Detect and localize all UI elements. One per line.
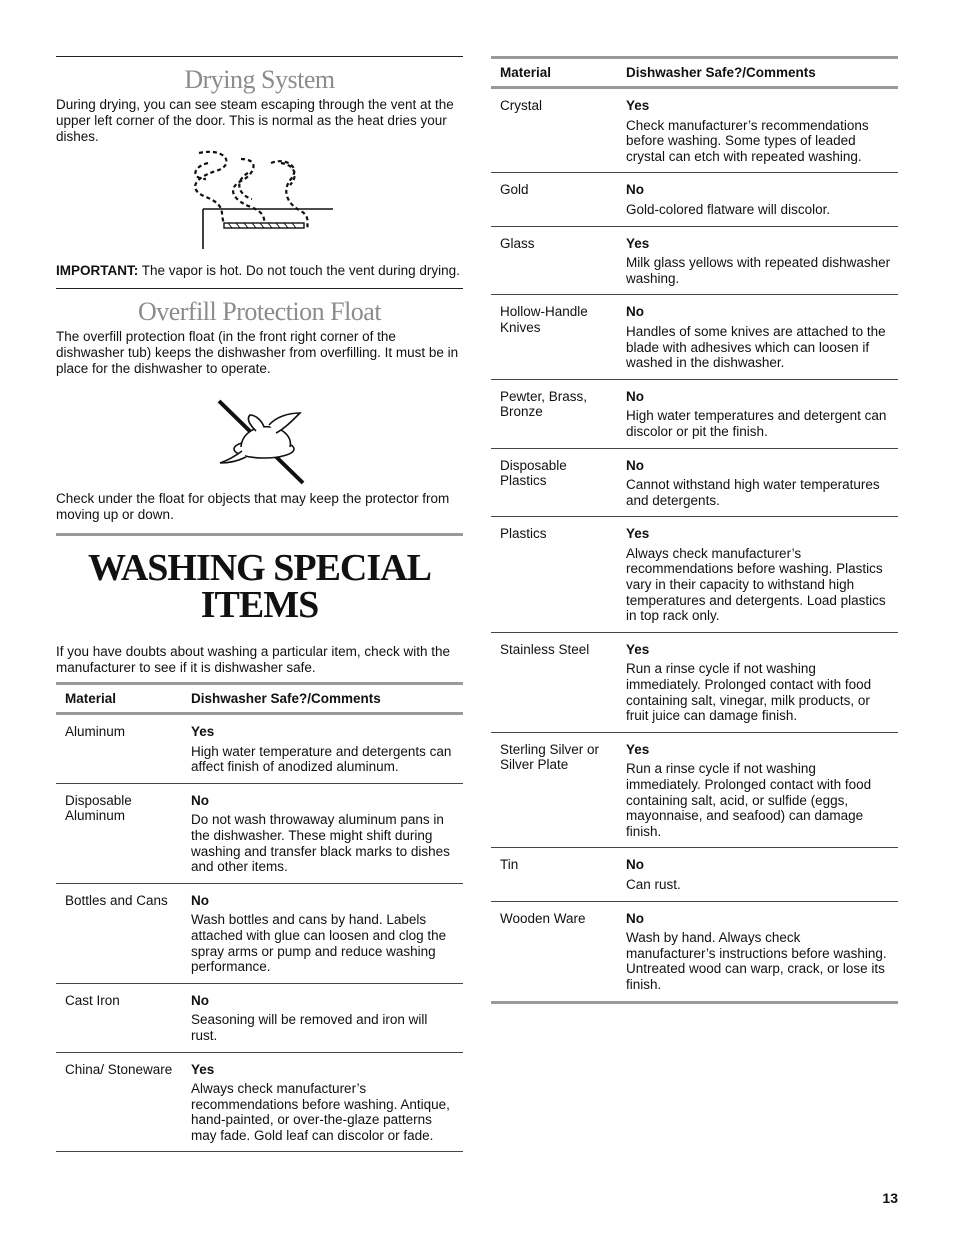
material-cell [491, 901, 626, 1002]
title-line-1: WASHING SPECIAL [88, 547, 431, 589]
material-cell [491, 848, 626, 901]
comment-text: Always check manufacturer’s recommendations before washing. Plastics vary in their capacity to withstand high temperatures and detergents. Load plastics in top rack only. [626, 545, 886, 624]
comments-cell [626, 848, 898, 901]
material-name: Bottles and Cans [65, 892, 168, 908]
material-cell [491, 632, 626, 732]
comment-text: High water temperature and detergents can affect finish of anodized aluminum. [191, 743, 452, 775]
material-cell [491, 88, 626, 173]
material-name: Glass [500, 235, 535, 251]
material-cell [56, 714, 191, 784]
header-material: Material [491, 58, 626, 88]
material-name: Hollow-Handle Knives [500, 304, 588, 335]
overfill-float-title: Overfill Protection Float [137, 297, 382, 326]
material-name: Wooden Ware [500, 910, 586, 926]
washing-special-items-title [56, 547, 463, 626]
safe-verdict: No [626, 304, 644, 320]
title-line-2: ITEMS [200, 584, 319, 626]
table-row [491, 901, 898, 1002]
material-cell [56, 883, 191, 983]
safe-verdict: No [191, 792, 209, 808]
comment-text: Do not wash throwaway aluminum pans in the dishwasher. These might shift during washing and transfer black marks to dishes and other items. [191, 812, 450, 875]
comments-cell [626, 226, 898, 295]
comments-cell [191, 783, 463, 883]
table-row [491, 173, 898, 226]
table-row [56, 783, 463, 883]
section-divider [56, 56, 463, 57]
table-row [491, 379, 898, 448]
steam-vent-illustration [56, 145, 463, 263]
material-name: Pewter, Brass, Bronze [500, 388, 588, 420]
float-illustration [56, 377, 463, 491]
comment-text: Handles of some knives are attached to the blade with adhesives which can loosen if washed in the dishwasher. [626, 323, 886, 371]
header-safe-comments: Dishwasher Safe?/Comments [626, 58, 898, 88]
material-cell [56, 1052, 191, 1152]
material-name: Plastics [500, 526, 547, 542]
table-row [491, 632, 898, 732]
header-material: Material [56, 684, 191, 714]
table-row [491, 88, 898, 173]
right-column [491, 56, 898, 1004]
important-text: The vapor is hot. Do not touch the vent during drying. [138, 263, 460, 278]
material-cell [491, 379, 626, 448]
safe-verdict: No [626, 910, 644, 926]
comments-cell [626, 379, 898, 448]
left-column [56, 56, 463, 1152]
table-row [56, 1052, 463, 1152]
comment-text: Wash bottles and cans by hand. Labels attached with glue can loosen and clog the spray arms or pump and reduce washing performance. [191, 912, 447, 975]
comment-text: High water temperatures and detergent can discolor or pit the finish. [626, 408, 887, 439]
comment-text: Seasoning will be removed and iron will rust. [191, 1012, 428, 1043]
comments-cell [191, 714, 463, 784]
material-cell [491, 173, 626, 226]
safe-verdict: Yes [626, 741, 650, 757]
material-name: Crystal [500, 98, 543, 113]
safe-verdict: Yes [626, 526, 650, 542]
comments-cell [626, 88, 898, 173]
materials-table-left [56, 682, 463, 1152]
comments-cell [626, 901, 898, 1002]
overfill-check-text: Check under the float for objects that may keep the protector from moving up or down. [56, 491, 450, 522]
table-row [491, 448, 898, 517]
safe-verdict: Yes [191, 724, 215, 739]
material-name: Cast Iron [65, 992, 120, 1008]
material-name: Tin [500, 857, 519, 873]
comment-text: Milk glass yellows with repeated dishwasher washing. [626, 255, 891, 286]
material-name: Stainless Steel [500, 641, 590, 657]
comment-text: Can rust. [626, 876, 681, 892]
comment-text: Cannot withstand high water temperatures and detergents. [626, 477, 880, 508]
material-cell [491, 295, 626, 379]
table-header-row [56, 684, 463, 714]
comment-text: Wash by hand. Always check manufacturer’s instructions before washing. Untreated wood can warp, crack, or lose its finish. [626, 930, 887, 992]
comments-cell [191, 883, 463, 983]
steam-icon [56, 145, 463, 263]
safe-verdict: No [626, 388, 644, 404]
comments-cell [626, 517, 898, 633]
safe-verdict: No [626, 457, 644, 473]
comment-text: Gold-colored flatware will discolor. [626, 201, 831, 217]
material-name: Gold [500, 182, 529, 198]
table-header-row [491, 58, 898, 88]
comment-text: Always check manufacturer’s recommendations before washing. Antique, hand-painted, or over-the-glaze patterns may fade. Gold leaf can discolor or fade. [191, 1081, 450, 1143]
material-cell [491, 448, 626, 517]
float-icon [56, 377, 463, 491]
comment-text: Run a rinse cycle if not washing immediately. Prolonged contact with food containing salt, vinegar, milk products, or fruit juice can damage finish. [626, 661, 872, 724]
safe-verdict: Yes [626, 98, 650, 113]
safe-verdict: No [626, 182, 644, 198]
section-divider-thick [56, 533, 463, 536]
overfill-float-text: The overfill protection float (in the front right corner of the dishwasher tub) keeps the dishwasher from overfilling. It must be in place for the dishwasher to operate. [56, 329, 459, 376]
material-name: China/ Stoneware [65, 1061, 173, 1077]
material-cell [491, 517, 626, 633]
comments-cell [191, 983, 463, 1052]
table-row [491, 226, 898, 295]
safe-verdict: No [191, 992, 209, 1008]
material-cell [56, 983, 191, 1052]
comments-cell [626, 732, 898, 848]
material-name: Disposable Aluminum [65, 792, 132, 824]
table-row [491, 848, 898, 901]
comments-cell [626, 448, 898, 517]
important-label: IMPORTANT: [56, 263, 139, 278]
table-row [56, 983, 463, 1052]
material-name: Disposable Plastics [500, 457, 567, 489]
material-cell [491, 732, 626, 848]
material-cell [491, 226, 626, 295]
section-divider [56, 288, 463, 289]
safe-verdict: Yes [626, 641, 650, 657]
safe-verdict: Yes [626, 235, 650, 251]
safe-verdict: Yes [191, 1061, 215, 1077]
page-number: 13 [882, 1190, 898, 1206]
material-cell [56, 783, 191, 883]
safe-verdict: No [191, 892, 209, 908]
safe-verdict: No [626, 857, 644, 873]
comments-cell [626, 632, 898, 732]
material-name: Aluminum [65, 724, 126, 739]
washing-intro-text: If you have doubts about washing a particular item, check with the manufacturer to see if it is dishwasher safe. [56, 644, 450, 675]
header-safe-comments: Dishwasher Safe?/Comments [191, 684, 463, 714]
comments-cell [626, 295, 898, 379]
comments-cell [626, 173, 898, 226]
table-row [491, 517, 898, 633]
table-row [56, 883, 463, 983]
table-row [491, 732, 898, 848]
comment-text: Run a rinse cycle if not washing immediately. Prolonged contact with food containing salt, acid, or sulfide (eggs, mayonnaise, and seafood) can damage finish. [626, 761, 872, 839]
drying-important-note [56, 263, 463, 279]
material-name: Sterling Silver or Silver Plate [500, 741, 600, 773]
comments-cell [191, 1052, 463, 1152]
table-row [56, 714, 463, 784]
materials-table-right [491, 56, 898, 1004]
drying-system-title: Drying System [184, 65, 335, 94]
drying-system-text: During drying, you can see steam escaping through the vent at the upper left corner of the door. This is normal as the heat dries your dishes. [56, 97, 454, 144]
table-row [491, 295, 898, 379]
comment-text: Check manufacturer’s recommendations before washing. Some types of leaded crystal can etch with repeated washing. [626, 117, 869, 164]
